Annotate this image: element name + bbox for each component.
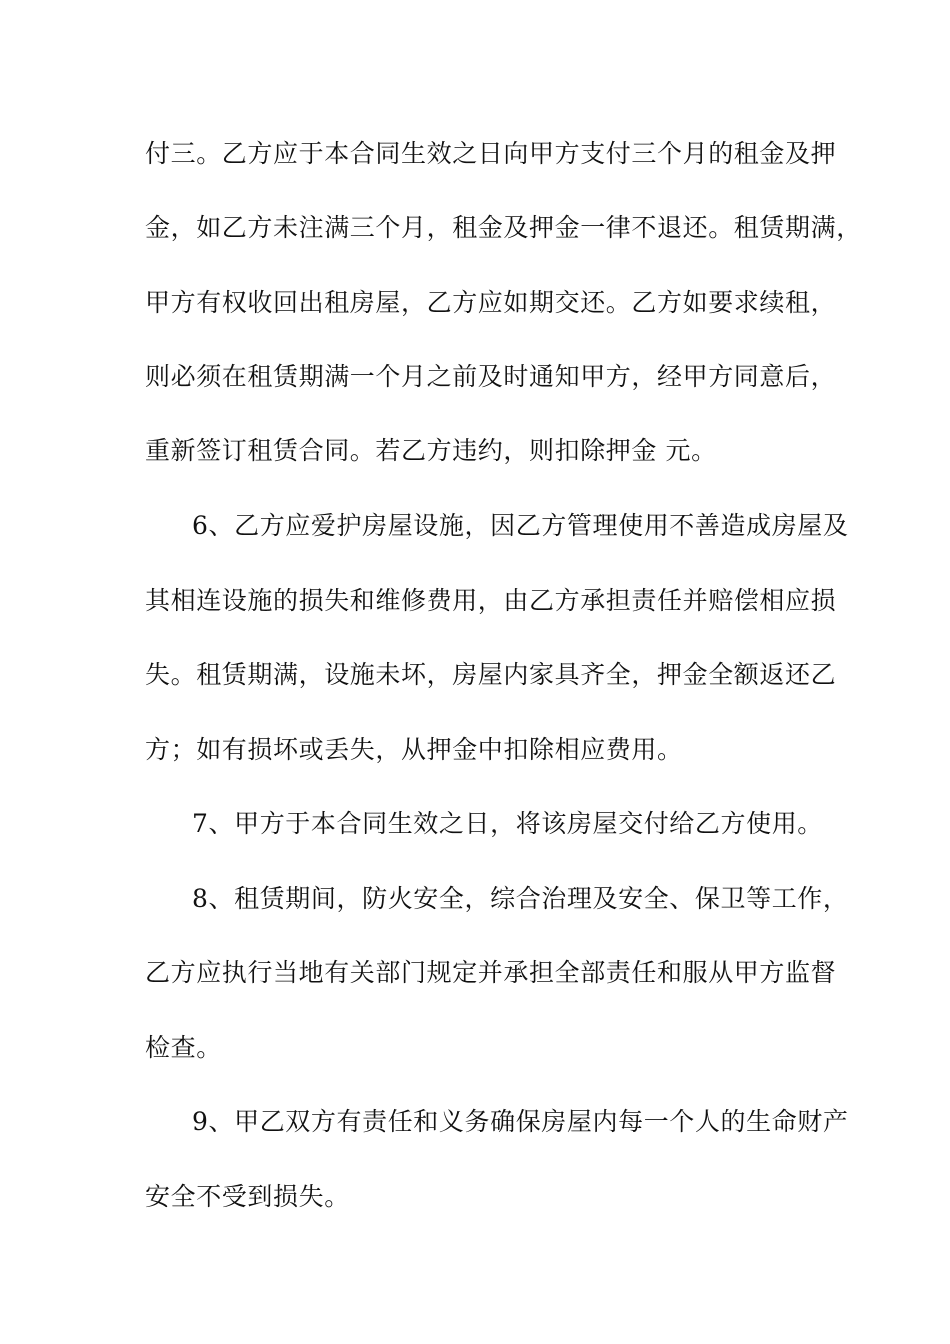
paragraph-9-start: 9、甲乙双方有责任和义务确保房屋内每一个人的生命财产 — [192, 1107, 849, 1136]
text-line: 重新签订租赁合同。若乙方违约，则扣除押金 元。 — [145, 436, 717, 465]
text-line: 金，如乙方未注满三个月，租金及押金一律不退还。租赁期满， — [145, 213, 862, 242]
text-line: 检查。 — [145, 1033, 222, 1062]
text-line: 付三。乙方应于本合同生效之日向甲方支付三个月的租金及押 — [145, 139, 837, 168]
text-line: 方；如有损坏或丢失，从押金中扣除相应费用。 — [145, 735, 683, 764]
paragraph-6-start: 6、乙方应爱护房屋设施，因乙方管理使用不善造成房屋及 — [192, 511, 849, 540]
paragraph-8-start: 8、租赁期间，防火安全，综合治理及安全、保卫等工作， — [192, 884, 849, 913]
text-line: 乙方应执行当地有关部门规定并承担全部责任和服从甲方监督 — [145, 958, 837, 987]
text-line: 安全不受到损失。 — [145, 1182, 350, 1211]
paragraph-7: 7、甲方于本合同生效之日，将该房屋交付给乙方使用。 — [192, 809, 823, 838]
text-line: 失。租赁期满，设施未坏，房屋内家具齐全，押金全额返还乙 — [145, 660, 837, 689]
text-line: 其相连设施的损失和维修费用，由乙方承担责任并赔偿相应损 — [145, 586, 837, 615]
text-line: 则必须在租赁期满一个月之前及时通知甲方，经甲方同意后， — [145, 362, 837, 391]
text-line: 甲方有权收回出租房屋，乙方应如期交还。乙方如要求续租， — [145, 288, 837, 317]
